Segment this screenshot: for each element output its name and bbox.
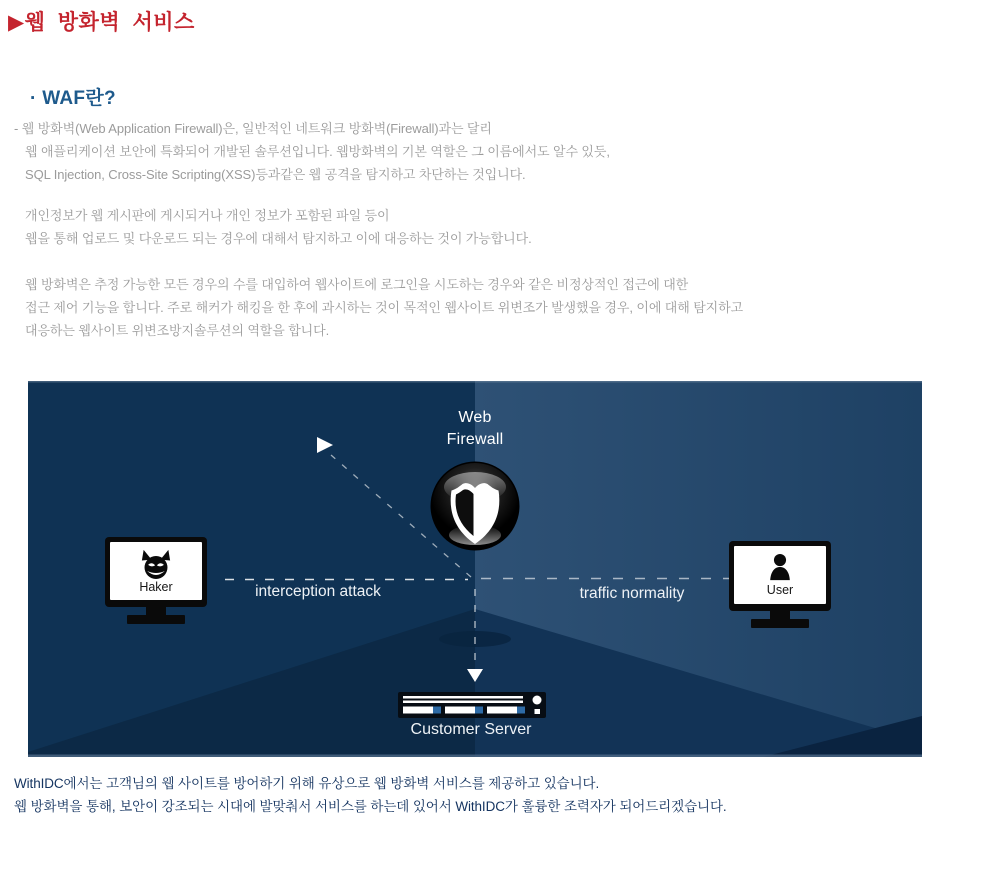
monitor-bezel: [729, 541, 831, 611]
monitor-stand: [146, 607, 166, 615]
customer-server-label: Customer Server: [410, 721, 532, 738]
text-line: WithIDC에서는 고객님의 웹 사이트를 방어하기 위해 유상으로 웹 방화벽 서비스를 제공하고 있습니다.: [14, 776, 600, 791]
paragraph-waf-definition: [14, 117, 610, 186]
user-monitor: [729, 541, 831, 628]
text-line: 대응하는 웹사이트 위변조방지솔루션의 역할을 합니다.: [25, 323, 330, 338]
text-line: 접근 제어 기능을 합니다. 주로 해커가 해킹을 한 후에 과시하는 것이 목적인 웹사이트 위변조가 발생했을 경우, 이에 대해 탐지하고: [25, 300, 744, 315]
text-line: 웹 방화벽을 통해, 보안이 강조되는 시대에 발맞춰서 서비스를 하는데 있어서 WithIDC가 훌륭한 조력자가 되어드리겠습니다.: [14, 799, 727, 814]
monitor-screen: [734, 546, 826, 604]
monitor-base: [127, 615, 185, 624]
web-firewall-label-line2: Firewall: [446, 431, 504, 448]
haker-monitor: [105, 537, 207, 624]
footer-text: [14, 772, 727, 818]
shield-icon: [430, 461, 520, 551]
text-line: - 웹 방화벽(Web Application Firewall)은, 일반적인 네트워크 방화벽(Firewall)과는 달리: [14, 121, 492, 136]
traffic-normality-label: traffic normality: [579, 585, 685, 602]
text-line: 웹 애플리케이션 보안에 특화되어 개발된 솔루션입니다. 웹방화벽의 기본 역할은 그 이름에서도 알수 있듯,: [25, 144, 610, 159]
user-label: User: [766, 583, 794, 597]
monitor-base: [751, 619, 809, 628]
text-line: 개인정보가 웹 게시판에 게시되거나 개인 정보가 포함된 파일 등이: [25, 208, 390, 223]
text-line: SQL Injection, Cross-Site Scripting(XSS)등과같은 웹 공격을 탐지하고 차단하는 것입니다.: [25, 167, 526, 182]
web-firewall-label-line1: Web: [458, 409, 492, 426]
section-heading: · WAF란?: [30, 88, 116, 109]
page-title: ▶웹 방화벽 서비스: [8, 11, 195, 34]
server-icon: [398, 692, 546, 718]
monitor-screen: [110, 542, 202, 600]
interception-attack-label: interception attack: [255, 583, 381, 600]
paragraph-access-control: [25, 273, 743, 342]
diagram-panel: [28, 381, 922, 757]
user-icon: [766, 553, 794, 582]
monitor-stand: [770, 611, 790, 619]
haker-label: Haker: [139, 579, 173, 594]
devil-icon: [137, 549, 175, 579]
text-line: 웹을 통해 업로드 및 다운로드 되는 경우에 대해서 탐지하고 이에 대응하는 것이 가능합니다.: [25, 231, 532, 246]
paragraph-personal-info: [25, 204, 532, 250]
monitor-bezel: [105, 537, 207, 607]
text-line: 웹 방화벽은 추정 가능한 모든 경우의 수를 대입하여 웹사이트에 로그인을 시도하는 경우와 같은 비정상적인 접근에 대한: [25, 277, 689, 292]
web-firewall-label: [415, 407, 535, 451]
